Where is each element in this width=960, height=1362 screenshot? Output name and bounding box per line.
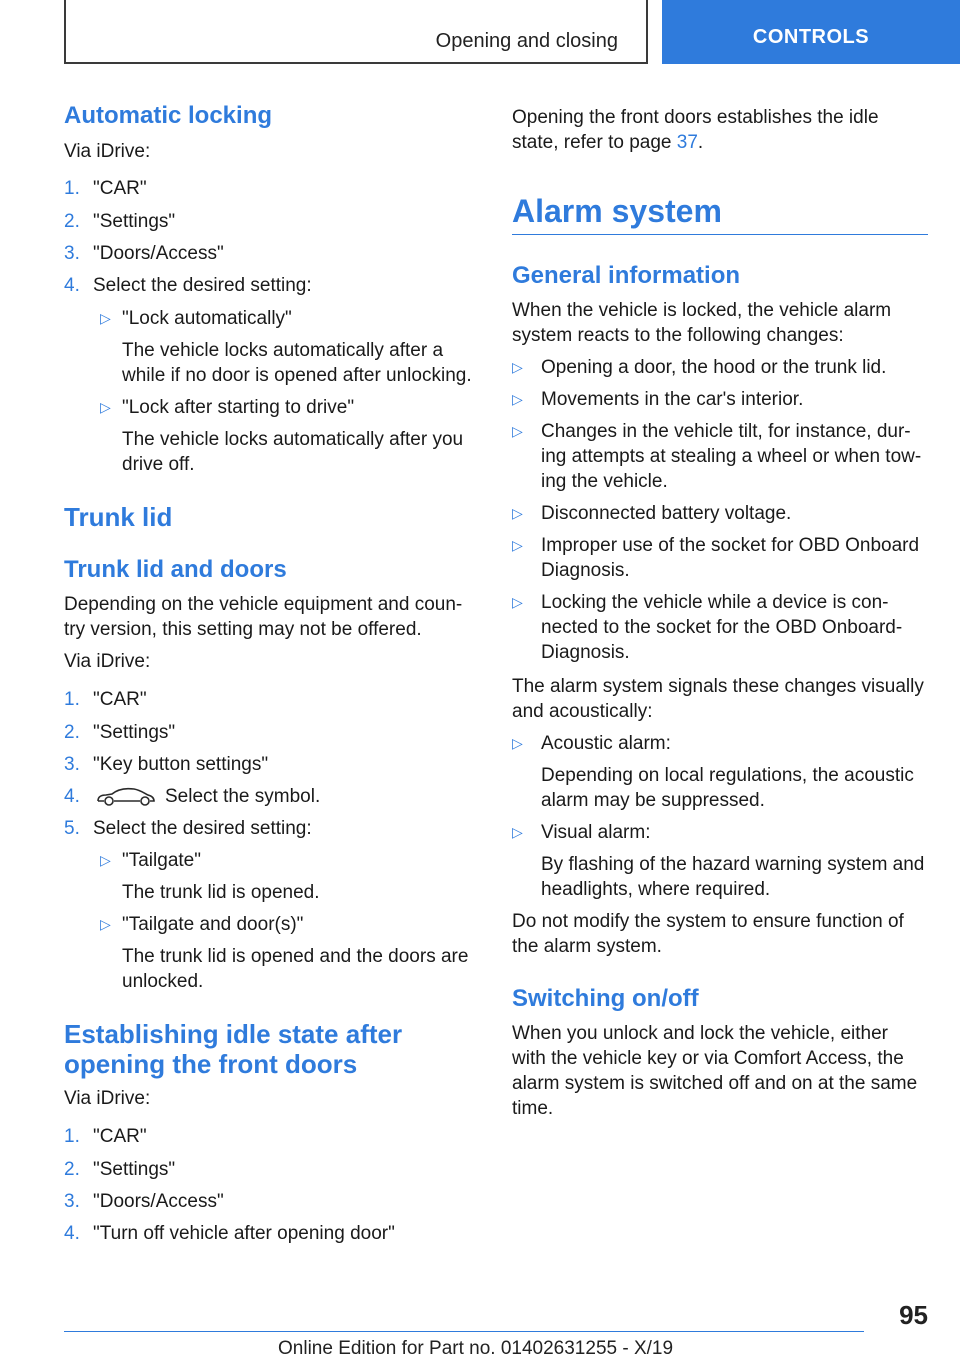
step-text: "Doors/Access" [93, 1191, 224, 1212]
list-item: Opening a door, the hood or the trunk lid. [541, 357, 887, 378]
warning-line: Do not modify the system to ensure function of [512, 911, 904, 932]
step-text: "Doors/Access" [93, 243, 224, 264]
triangle-right-icon: ▷ [100, 310, 111, 326]
header-box [64, 0, 648, 64]
signal-desc: By flashing of the hazard warning system and [541, 854, 925, 875]
option-desc: The trunk lid is opened and the doors are [122, 946, 469, 967]
step-text: "Key button settings" [93, 754, 269, 775]
step-text: Select the desired setting: [93, 275, 312, 296]
general-intro-line: system reacts to the following changes: [512, 325, 844, 346]
idle-note-text: state, refer to page [512, 132, 677, 153]
idle-note-text: . [697, 132, 704, 153]
car-trunk-icon [96, 785, 156, 807]
heading-trunk-lid: Trunk lid [64, 502, 173, 532]
via-idrive-label: Via iDrive: [64, 1088, 151, 1109]
idle-note-line: Opening the front doors establishes the idle [512, 107, 879, 128]
step-text: "CAR" [93, 689, 147, 710]
step-number: 1. [64, 689, 80, 710]
heading-general-information: General information [512, 262, 741, 289]
step-number: 4. [64, 275, 80, 296]
step-number: 3. [64, 1191, 80, 1212]
signal-desc: alarm may be suppressed. [541, 790, 765, 811]
signal-label: Acoustic alarm: [541, 733, 671, 754]
option-desc: while if no door is opened after unlocking. [122, 365, 472, 386]
step-number: 2. [64, 1159, 80, 1180]
triangle-right-icon: ▷ [100, 916, 111, 932]
step-text: "Turn off vehicle after opening door" [93, 1223, 395, 1244]
idle-note-line [512, 130, 928, 155]
step-text: "CAR" [93, 178, 147, 199]
signals-intro-line: and acoustically: [512, 701, 653, 722]
step-number: 1. [64, 178, 80, 199]
switch-text-line: When you unlock and lock the vehicle, either [512, 1023, 888, 1044]
via-idrive-label: Via iDrive: [64, 651, 151, 672]
triangle-right-icon: ▷ [512, 824, 523, 840]
list-item: Changes in the vehicle tilt, for instance, dur- [541, 421, 911, 442]
heading-alarm-system: Alarm system [512, 193, 928, 235]
signals-intro-line: The alarm system signals these changes visually [512, 676, 924, 697]
step-number: 2. [64, 722, 80, 743]
triangle-right-icon: ▷ [512, 423, 523, 439]
switch-text-line: with the vehicle key or via Comfort Access, the [512, 1048, 904, 1069]
step-number: 2. [64, 211, 80, 232]
heading-trunk-lid-and-doors: Trunk lid and doors [64, 556, 287, 583]
triangle-right-icon: ▷ [100, 399, 111, 415]
heading-automatic-locking: Automatic locking [64, 102, 273, 129]
page-number: 95 [899, 1300, 928, 1330]
warning-line: the alarm system. [512, 936, 662, 957]
list-item: Improper use of the socket for OBD Onboard [541, 535, 920, 556]
step-number: 4. [64, 786, 80, 807]
page-reference-link[interactable]: 37 [676, 132, 698, 153]
via-idrive-label: Via iDrive: [64, 141, 151, 162]
list-item: ing attempts at stealing a wheel or when tow- [541, 446, 922, 467]
option-label: "Lock after starting to drive" [122, 397, 355, 418]
option-label: "Tailgate and door(s)" [122, 914, 304, 935]
heading-idle-line: opening the front doors [64, 1049, 358, 1079]
signal-desc: Depending on local regulations, the acoustic [541, 765, 914, 786]
triangle-right-icon: ▷ [512, 505, 523, 521]
triangle-right-icon: ▷ [512, 537, 523, 553]
signal-label: Visual alarm: [541, 822, 651, 843]
option-desc: The trunk lid is opened. [122, 882, 320, 903]
list-item: Disconnected battery voltage. [541, 503, 792, 524]
general-intro-line: When the vehicle is locked, the vehicle alarm [512, 300, 892, 321]
triangle-right-icon: ▷ [512, 359, 523, 375]
switch-text-line: alarm system is switched off and on at the same [512, 1073, 918, 1094]
trunk-intro-line: Depending on the vehicle equipment and coun- [64, 594, 463, 615]
option-desc: The vehicle locks automatically after you [122, 429, 464, 450]
triangle-right-icon: ▷ [100, 852, 111, 868]
step-number: 1. [64, 1126, 80, 1147]
list-item: ing the vehicle. [541, 471, 668, 492]
edition-text: Online Edition for Part no. 01402631255 - X/19 [278, 1338, 674, 1359]
option-desc: unlocked. [122, 971, 204, 992]
step-number: 3. [64, 754, 80, 775]
step-text: "Settings" [93, 722, 176, 743]
step-text: "CAR" [93, 1126, 147, 1147]
step-number: 5. [64, 818, 80, 839]
step-text: Select the symbol. [165, 786, 321, 807]
list-item: Diagnosis. [541, 642, 630, 663]
step-number: 3. [64, 243, 80, 264]
trunk-intro-line: try version, this setting may not be offered. [64, 619, 422, 640]
step-text: "Settings" [93, 1159, 176, 1180]
list-item: nected to the socket for the OBD Onboard- [541, 617, 903, 638]
section-title: Opening and closing [435, 30, 618, 52]
list-item: Locking the vehicle while a device is con- [541, 592, 889, 613]
option-label: "Tailgate" [122, 850, 201, 871]
option-label: "Lock automatically" [122, 308, 292, 329]
step-number: 4. [64, 1223, 80, 1244]
list-item: Movements in the car's interior. [541, 389, 804, 410]
triangle-right-icon: ▷ [512, 391, 523, 407]
chapter-tab: CONTROLS [662, 0, 960, 64]
step-text: "Settings" [93, 211, 176, 232]
option-desc: The vehicle locks automatically after a [122, 340, 444, 361]
triangle-right-icon: ▷ [512, 594, 523, 610]
signal-desc: headlights, where required. [541, 879, 771, 900]
list-item: Diagnosis. [541, 560, 630, 581]
step-text: Select the desired setting: [93, 818, 312, 839]
heading-switching-on-off: Switching on/off [512, 985, 699, 1012]
footer-divider [64, 1331, 864, 1332]
heading-idle-line: Establishing idle state after [64, 1019, 403, 1049]
option-desc: drive off. [122, 454, 195, 475]
switch-text-line: time. [512, 1098, 554, 1119]
triangle-right-icon: ▷ [512, 735, 523, 751]
